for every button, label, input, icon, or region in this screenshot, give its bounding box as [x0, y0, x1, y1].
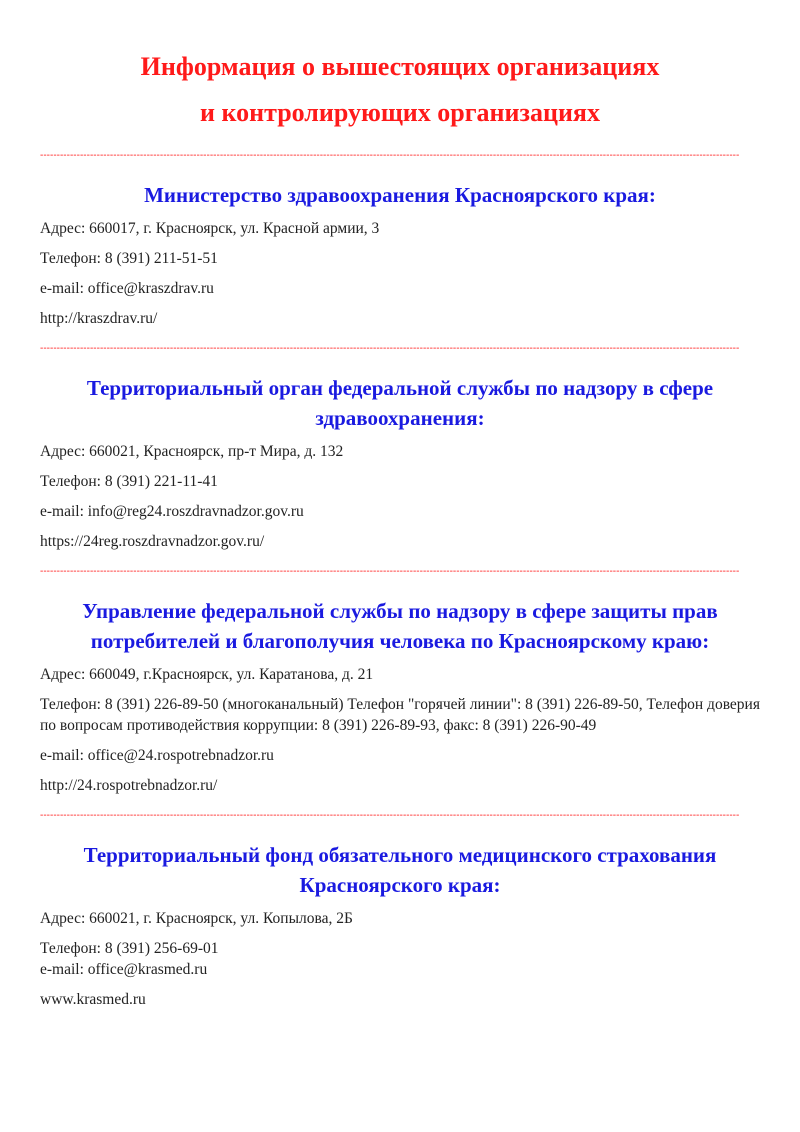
separator-line — [40, 810, 760, 822]
separator-line — [40, 343, 760, 355]
page-title-line-1: Информация о вышестоящих организациях — [140, 52, 660, 81]
org-address: Адрес: 660021, Красноярск, пр-т Мира, д. 132 — [40, 443, 344, 460]
separator-line — [40, 566, 760, 578]
org-section-roszdravnadzor — [40, 373, 760, 552]
org-phone: Телефон: 8 (391) 221-11-41 — [40, 473, 218, 490]
org-phone: Телефон: 8 (391) 226-89-50 (многоканальный) Телефон "горячей линии": 8 (391) 226-89-50, Телефон доверия по вопросам противодействия коррупции: 8 (391) 226-89-93, факс: 8 (391) 226-90-49 — [40, 696, 760, 734]
org-email: e-mail: info@reg24.roszdravnadzor.gov.ru — [40, 503, 304, 520]
org-name: Территориальный фонд обязательного медицинского страхования Красноярского края: — [83, 843, 717, 897]
org-address: Адрес: 660017, г. Красноярск, ул. Красной армии, 3 — [40, 220, 380, 237]
separator-line — [40, 150, 760, 162]
org-website: https://24reg.roszdravnadzor.gov.ru/ — [40, 533, 265, 550]
org-section-tfoms — [40, 840, 760, 1010]
org-address: Адрес: 660021, г. Красноярск, ул. Копылова, 2Б — [40, 910, 353, 927]
page-title — [40, 0, 760, 136]
org-name: Министерство здравоохранения Красноярского края: — [144, 183, 656, 207]
org-name: Управление федеральной службы по надзору в сфере защиты прав потребителей и благополучия человека по Красноярскому краю: — [82, 599, 718, 653]
org-email: e-mail: office@krasmed.ru — [40, 961, 208, 978]
org-section-ministry-of-health — [40, 180, 760, 329]
org-email: e-mail: office@kraszdrav.ru — [40, 280, 214, 297]
org-phone: Телефон: 8 (391) 256-69-01 — [40, 940, 219, 957]
org-website: http://24.rospotrebnadzor.ru/ — [40, 777, 218, 794]
org-website: http://kraszdrav.ru/ — [40, 310, 158, 327]
org-phone: Телефон: 8 (391) 211-51-51 — [40, 250, 218, 267]
org-website: www.krasmed.ru — [40, 991, 146, 1008]
org-address: Адрес: 660049, г.Красноярск, ул. Каратанова, д. 21 — [40, 666, 374, 683]
org-email: e-mail: office@24.rospotrebnadzor.ru — [40, 747, 274, 764]
org-section-rospotrebnadzor — [40, 596, 760, 796]
page-title-line-2: и контролирующих организациях — [200, 98, 600, 127]
org-name: Территориальный орган федеральной службы по надзору в сфере здравоохранения: — [86, 376, 714, 430]
